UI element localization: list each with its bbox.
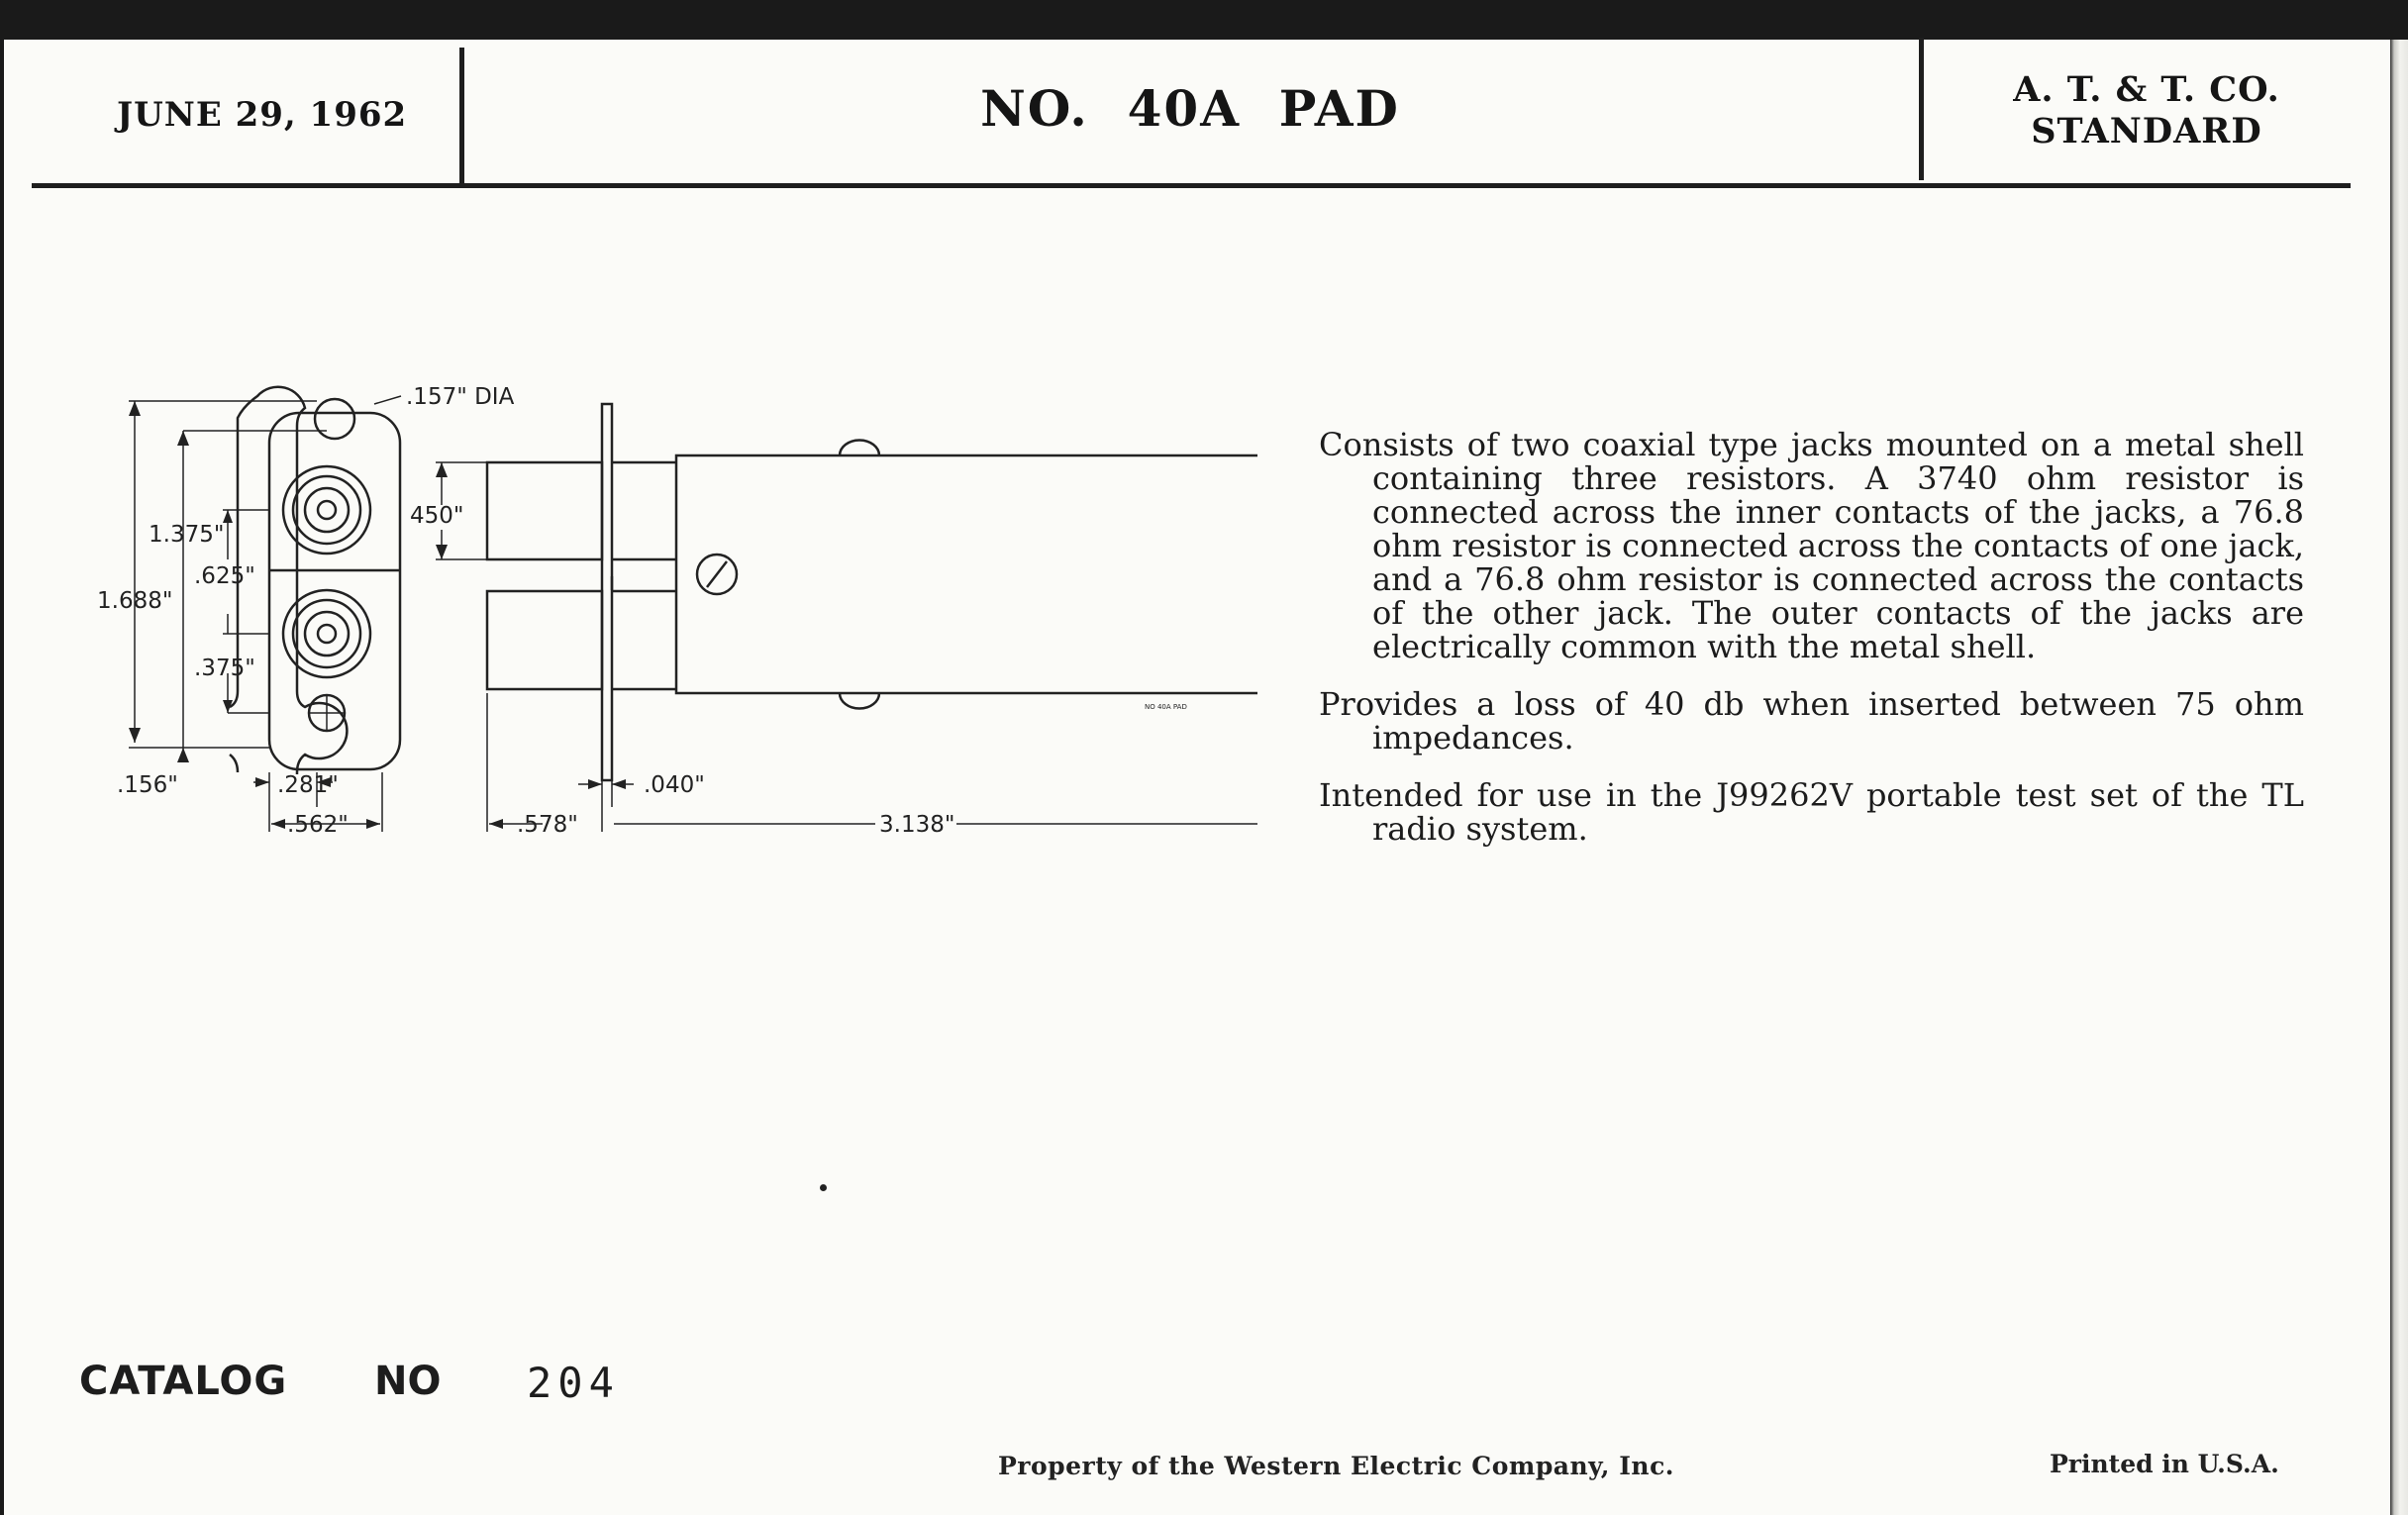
shell-body [676, 455, 1257, 693]
dim-3138: 3.138" [879, 812, 955, 838]
body-label: NO 40A PAD [1145, 703, 1187, 711]
description-paragraph-3: Intended for use in the J99262V portable test set of the TL radio system. [1319, 776, 2304, 848]
jack-barrel-lower [487, 591, 602, 689]
mounting-plate [602, 404, 612, 780]
standard-line-1: A. T. & T. CO. [2013, 69, 2280, 110]
dim-375: .375" [194, 656, 255, 681]
dim-hole-dia: .157" DIA [406, 384, 515, 410]
print-speck [820, 1184, 827, 1191]
pad-drawing [59, 356, 1257, 852]
jack-barrel-upper [487, 462, 602, 559]
dim-281: .281" [277, 772, 339, 798]
catalog-number: 204 [527, 1359, 620, 1407]
issue-date: JUNE 29, 1962 [117, 95, 408, 135]
card-edge [2390, 40, 2408, 1515]
footer-printed: Printed in U.S.A. [2050, 1450, 2279, 1478]
dim-156: .156" [117, 772, 178, 798]
description-paragraph-2: Provides a loss of 40 db when inserted between 75 ohm impedances. [1319, 685, 2304, 757]
page-title: NO. 40A PAD [980, 79, 1400, 138]
dim-1688: 1.688" [97, 588, 173, 614]
standard-line-2: STANDARD [2031, 111, 2262, 152]
description-paragraph-1: Consists of two coaxial type jacks mounted on a metal shell containing three resistors. A 3740 ohm resistor is connected across the inner contacts of the jacks, a 76.8 ohm resistor is connected across the contacts of one jack, and a 76.8 ohm resistor is connected across the contacts of the other jack. The outer contacts of the jacks are electrically common with the metal shell. [1319, 426, 2304, 665]
dim-1375: 1.375" [149, 522, 225, 548]
header-rule [32, 183, 2351, 188]
standard-block [1921, 69, 2372, 152]
dim-450: 450" [410, 503, 464, 529]
dim-040: .040" [644, 772, 705, 798]
footer-property: Property of the Western Electric Company, Inc. [998, 1452, 1675, 1480]
dim-625: .625" [194, 563, 255, 589]
dim-578: .578" [517, 812, 578, 838]
catalog-no-label: NO [374, 1359, 442, 1404]
catalog-label: CATALOG [79, 1359, 288, 1404]
mounting-hole-top [315, 399, 354, 439]
description [1319, 428, 2304, 869]
dim-562: .562" [287, 812, 349, 838]
